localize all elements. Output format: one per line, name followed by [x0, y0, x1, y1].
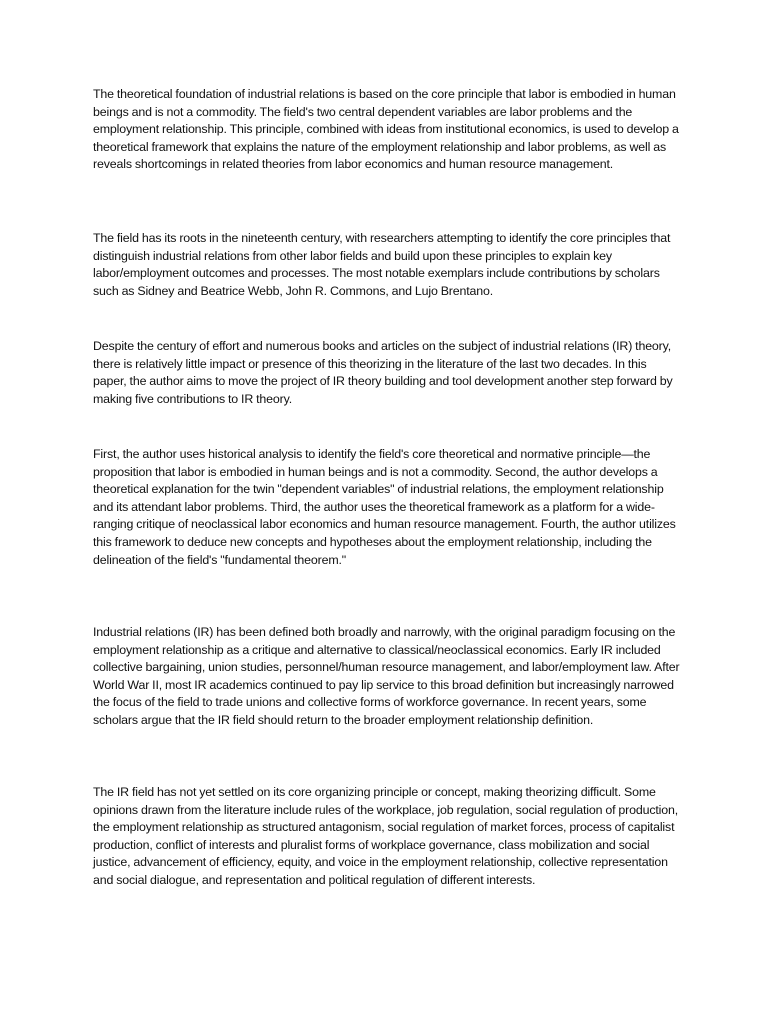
paragraph-theoretical-foundation: The theoretical foundation of industrial relations is based on the core principle that labor is embodied in human beings and is not a commodity. The field's two central dependent variables are labor problems and the employment relationship. This principle, combined with ideas from institutional economics, is used to develop a theoretical framework that explains the nature of the employment relationship and labor problems, as well as reveals shortcomings in related theories from labor economics and human resource management. — [93, 87, 679, 172]
paragraph-paper-aim: Despite the century of effort and numerous books and articles on the subject of industrial relations (IR) theory, there is relatively little impact or presence of this theorizing in the literature of the last two decades. In this paper, the author aims to move the project of IR theory building and tool development another step forward by making five contributions to IR theory. — [93, 339, 673, 406]
paragraph-ir-definition: Industrial relations (IR) has been defined both broadly and narrowly, with the original paradigm focusing on the employment relationship as a critique and alternative to classical/neoclassical economics. Early IR included collective bargaining, union studies, personnel/human resource management, and labor/employment law. After World War II, most IR academics continued to pay lip service to this broad definition but increasingly narrowed the focus of the field to trade unions and collective forms of workforce governance. In recent years, some scholars argue that the IR field should return to the broader employment relationship definition. — [93, 625, 680, 727]
paragraph-organizing-principle: The IR field has not yet settled on its core organizing principle or concept, making theorizing difficult. Some opinions drawn from the literature include rules of the workplace, job regulation, social regulation of production, the employment relationship as structured antagonism, social regulation of market forces, process of capitalist production, conflict of interests and pluralist forms of workplace governance, class mobilization and social justice, advancement of efficiency, equity, and voice in the employment relationship, collective representation and social dialogue, and representation and political regulation of different interests. — [93, 785, 679, 887]
paragraph-contributions: First, the author uses historical analysis to identify the field's core theoretical and normative principle—the proposition that labor is embodied in human beings and is not a commodity. Second, the author develops a theoretical explanation for the twin "dependent variables" of industrial relations, the employment relationship and its attendant labor problems. Third, the author uses the theoretical framework as a platform for a wide-ranging critique of neoclassical labor economics and human resource management. Fourth, the author utilizes this framework to deduce new concepts and hypotheses about the employment relationship, including the delineation of the field's "fundamental theorem." — [93, 447, 676, 567]
paragraph-historical-roots: The field has its roots in the nineteenth century, with researchers attempting to identify the core principles that distinguish industrial relations from other labor fields and build upon these principles to explain key labor/employment outcomes and processes. The most notable exemplars include contributions by scholars such as Sidney and Beatrice Webb, John R. Commons, and Lujo Brentano. — [93, 231, 671, 298]
